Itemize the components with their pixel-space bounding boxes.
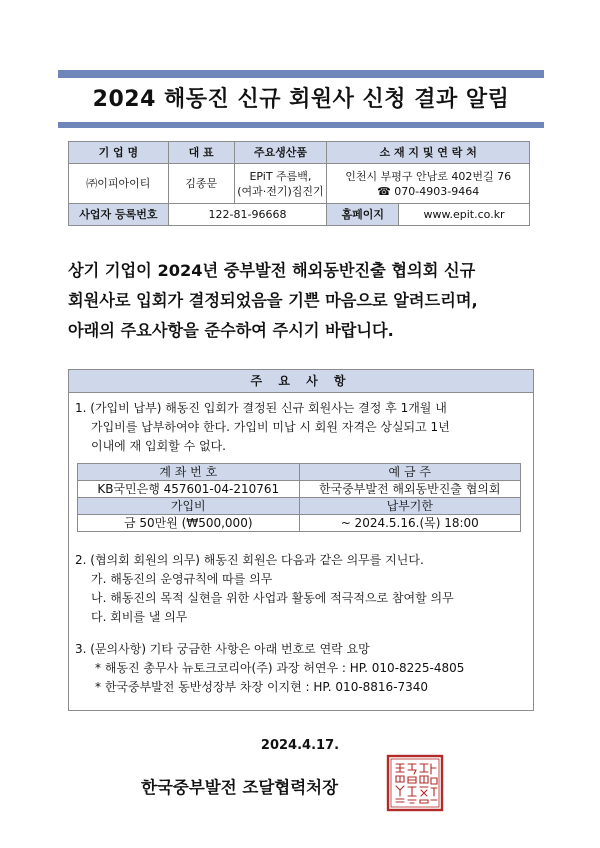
header-ceo: 대 표 bbox=[168, 142, 234, 164]
table-row bbox=[69, 204, 530, 226]
intro-line: 아래의 주요사항을 준수하여 주시기 바랍니다. bbox=[68, 321, 394, 340]
notice-line: 2. (협의회 회원의 의무) 해동진 회원은 다음과 같은 의무를 지닌다. bbox=[75, 553, 424, 567]
table-row bbox=[69, 142, 530, 164]
header-product: 주요생산품 bbox=[234, 142, 327, 164]
ceo-name: 김종문 bbox=[168, 164, 234, 204]
intro-paragraph bbox=[68, 256, 544, 346]
header-address: 소 재 지 및 연 락 처 bbox=[327, 142, 530, 164]
product-line-1: EPiT 주름백, bbox=[249, 169, 312, 183]
bizno-label: 사업자 등록번호 bbox=[69, 204, 169, 226]
title-top-bar bbox=[58, 70, 544, 78]
notice-line: 다. 회비를 낼 의무 bbox=[91, 610, 188, 624]
notice-line: 3. (문의사항) 기타 궁금한 사항은 아래 번호로 연락 요망 bbox=[75, 642, 370, 656]
fee-header: 가입비 bbox=[78, 498, 300, 515]
notice-line: * 해동진 총무사 뉴토크코리아(주) 과장 허연우 : HP. 010-8225-4805 bbox=[95, 661, 465, 675]
notice-item-2 bbox=[75, 551, 529, 627]
notice-item-3 bbox=[75, 640, 529, 697]
address-cell bbox=[327, 164, 530, 204]
product-line-2: (여과·전기)집진기 bbox=[237, 184, 324, 198]
document-date: 2024.4.17. bbox=[260, 738, 340, 753]
notice-line: * 한국중부발전 동반성장부 차장 이지현 : HP. 010-8816-7340 bbox=[95, 680, 429, 694]
table-row bbox=[78, 481, 521, 498]
notice-line: 1. (가입비 납부) 해동진 입회가 결정된 신규 회원사는 결정 후 1개월 내 bbox=[75, 401, 447, 415]
table-row bbox=[78, 515, 521, 532]
table-row bbox=[78, 464, 521, 481]
notice-line: 이내에 재 입회할 수 없다. bbox=[91, 439, 226, 453]
notice-heading: 주 요 사 항 bbox=[69, 370, 533, 393]
table-row bbox=[78, 498, 521, 515]
company-name: ㈜이피아이티 bbox=[69, 164, 169, 204]
notice-line: 가입비를 납부하여야 한다. 가입비 미납 시 회원 자격은 상실되고 1년 bbox=[91, 420, 450, 434]
intro-line: 상기 기업이 2024년 중부발전 해외동반진출 협의회 신규 bbox=[68, 261, 476, 280]
account-table bbox=[77, 463, 521, 532]
intro-line: 회원사로 입회가 결정되었음을 기쁜 마음으로 알려드리며, bbox=[68, 291, 478, 310]
company-info-table bbox=[68, 141, 530, 226]
homepage-label: 홈페이지 bbox=[327, 204, 399, 226]
account-holder: 한국중부발전 해외동반진출 협의회 bbox=[299, 481, 521, 498]
address: 인천시 부평구 안남로 402번길 76 bbox=[345, 169, 512, 183]
holder-header: 예 금 주 bbox=[299, 464, 521, 481]
notice-line: 가. 해동진의 운영규칙에 따를 의무 bbox=[91, 572, 273, 586]
title-bottom-bar bbox=[58, 122, 544, 128]
account-number: KB국민은행 457601-04-210761 bbox=[78, 481, 300, 498]
phone: ☎ 070-4903-9464 bbox=[377, 184, 480, 198]
account-header: 계 좌 번 호 bbox=[78, 464, 300, 481]
notice-item-1 bbox=[75, 399, 529, 456]
notice-line: 나. 해동진의 목적 실현을 위한 사업과 활동에 적극적으로 참여할 의무 bbox=[91, 591, 454, 605]
deadline-header: 납부기한 bbox=[299, 498, 521, 515]
notice-box bbox=[68, 369, 534, 711]
fee-value: 금 50만원 (₩500,000) bbox=[78, 515, 300, 532]
bizno-value: 122-81-96668 bbox=[168, 204, 327, 226]
header-company: 기 업 명 bbox=[69, 142, 169, 164]
deadline-value: ~ 2024.5.16.(목) 18:00 bbox=[299, 515, 521, 532]
product-cell bbox=[234, 164, 327, 204]
official-seal-icon bbox=[386, 754, 444, 812]
table-row bbox=[69, 164, 530, 204]
page-title: 2024 해동진 신규 회원사 신청 결과 알림 bbox=[92, 87, 510, 112]
homepage-value: www.epit.co.kr bbox=[399, 204, 530, 226]
issuer-name: 한국중부발전 조달협력처장 bbox=[141, 778, 339, 797]
